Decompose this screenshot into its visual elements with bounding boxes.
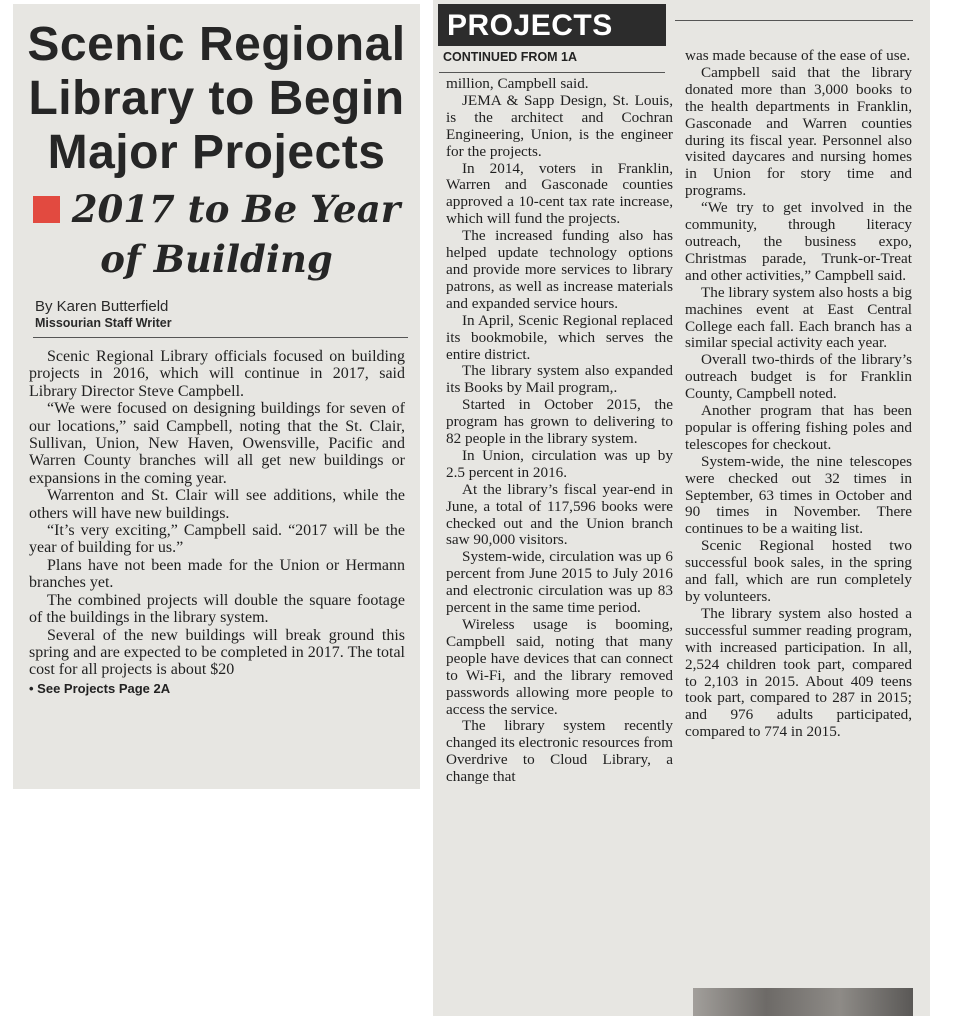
paragraph: million, Campbell said.	[446, 75, 589, 92]
paragraph: The increased funding also has helped update technology options and provide more services to library patrons, as well as increase materials and expanded service hours.	[446, 227, 673, 312]
paragraph: Wireless usage is booming, Campbell said, noting that many people have devices that can connect to Wi-Fi, and the library removed passwords allowing more people to access the service.	[446, 616, 673, 718]
paragraph: The library system also hosts a big machines event at East Central College each fall. Each branch has a similar special activity each year.	[685, 283, 912, 352]
paragraph: “We try to get involved in the community, through literacy outreach, the business expo, Christmas parade, Trunk-or-Treat and other activities,” Campbell said.	[685, 199, 912, 284]
paragraph: The library system also expanded its Books by Mail program,.	[446, 362, 673, 397]
paragraph: Campbell said that the library donated more than 3,000 books to the health departments in Franklin, Gasconade and Warren counties during its fiscal year. Personnel also visited daycares and nursing homes in Union for story time and programs.	[685, 63, 912, 200]
subhead-text: 2017 to Be Year of Building	[71, 187, 401, 281]
paragraph: Another program that has been popular is offering fishing poles and telescopes for checkout.	[685, 402, 912, 453]
paragraph: Scenic Regional Library officials focused on building projects in 2016, which will continue in 2017, said Library Director Steve Campbell.	[29, 348, 405, 400]
paragraph: In Union, circulation was up by 2.5 percent in 2016.	[446, 446, 673, 481]
paragraph: System-wide, circulation was up 6 percent from June 2015 to July 2016 and electronic circulation was up 83 percent in the same time period.	[446, 548, 673, 617]
paragraph: “We were focused on designing buildings for seven of our locations,” said Campbell, noting that the St. Clair, Sullivan, Union, New Haven, Owensville, Pacific and Warren County branches will all get new buildings or expansions in the coming year.	[29, 400, 405, 487]
paragraph: Overall two-thirds of the library’s outreach budget is for Franklin County, Campbell noted.	[685, 351, 912, 403]
headline: Scenic Regional Library to Begin Major Projects	[27, 18, 406, 179]
staff-title: Missourian Staff Writer	[35, 316, 172, 330]
paragraph: The library system also hosted a successful summer reading program, with increased participation. In all, 2,524 children took part, compared to 2,103 in 2015. About 409 teens took part, compared to 287 in 2015; and 976 adults participated, compared to 774 in 2015.	[685, 604, 912, 741]
paragraph: “It’s very exciting,” Campbell said. “2017 will be the year of building for us.”	[29, 522, 405, 557]
divider	[33, 337, 408, 338]
paragraph: was made because of the ease of use.	[685, 47, 911, 64]
paragraph: Plans have not been made for the Union or Hermann branches yet.	[29, 556, 405, 592]
divider	[439, 72, 665, 73]
paragraph: Scenic Regional hosted two successful book sales, in the spring and fall, which are run completely by volunteers.	[685, 537, 912, 605]
paragraph: JEMA & Sapp Design, St. Louis, is the architect and Cochran Engineering, Union, is the engineer for the projects.	[446, 91, 673, 160]
continuation-clipping	[433, 0, 930, 1016]
byline: By Karen Butterfield	[35, 298, 169, 315]
front-page-clipping	[13, 4, 420, 789]
column-2	[446, 76, 673, 786]
paragraph: The combined projects will double the square footage of the buildings in the library system.	[29, 591, 405, 627]
paragraph: System-wide, the nine telescopes were checked out 32 times in September, 63 times in October and 90 times in November. There continues to be a waiting list.	[685, 452, 912, 538]
paragraph: The library system recently changed its electronic resources from Overdrive to Cloud Library, a change that	[446, 717, 673, 786]
see-more-link: • See Projects Page 2A	[29, 680, 171, 696]
red-square-icon	[33, 196, 60, 223]
photo-fragment	[693, 988, 913, 1016]
section-banner: PROJECTS	[438, 4, 666, 46]
paragraph: In April, Scenic Regional replaced its bookmobile, which serves the entire district.	[446, 311, 673, 363]
paragraph: Several of the new buildings will break ground this spring and are expected to be completed in 2017. The total cost for all projects is about $20	[29, 626, 405, 679]
paragraph: Warrenton and St. Clair will see additions, while the others will have new buildings.	[29, 487, 405, 522]
paragraph: Started in October 2015, the program has grown to delivering to 82 people in the library system.	[446, 396, 673, 448]
divider	[675, 20, 913, 21]
column-3	[685, 48, 912, 741]
article-body	[29, 348, 405, 696]
continued-label: CONTINUED FROM 1A	[443, 50, 578, 64]
subhead	[13, 184, 420, 284]
paragraph: At the library’s fiscal year-end in June, a total of 117,596 books were checked out and the Union branch saw 90,000 visitors.	[446, 480, 673, 549]
paragraph: In 2014, voters in Franklin, Warren and Gasconade counties approved a 10-cent tax rate increase, which will fund the projects.	[446, 159, 673, 228]
